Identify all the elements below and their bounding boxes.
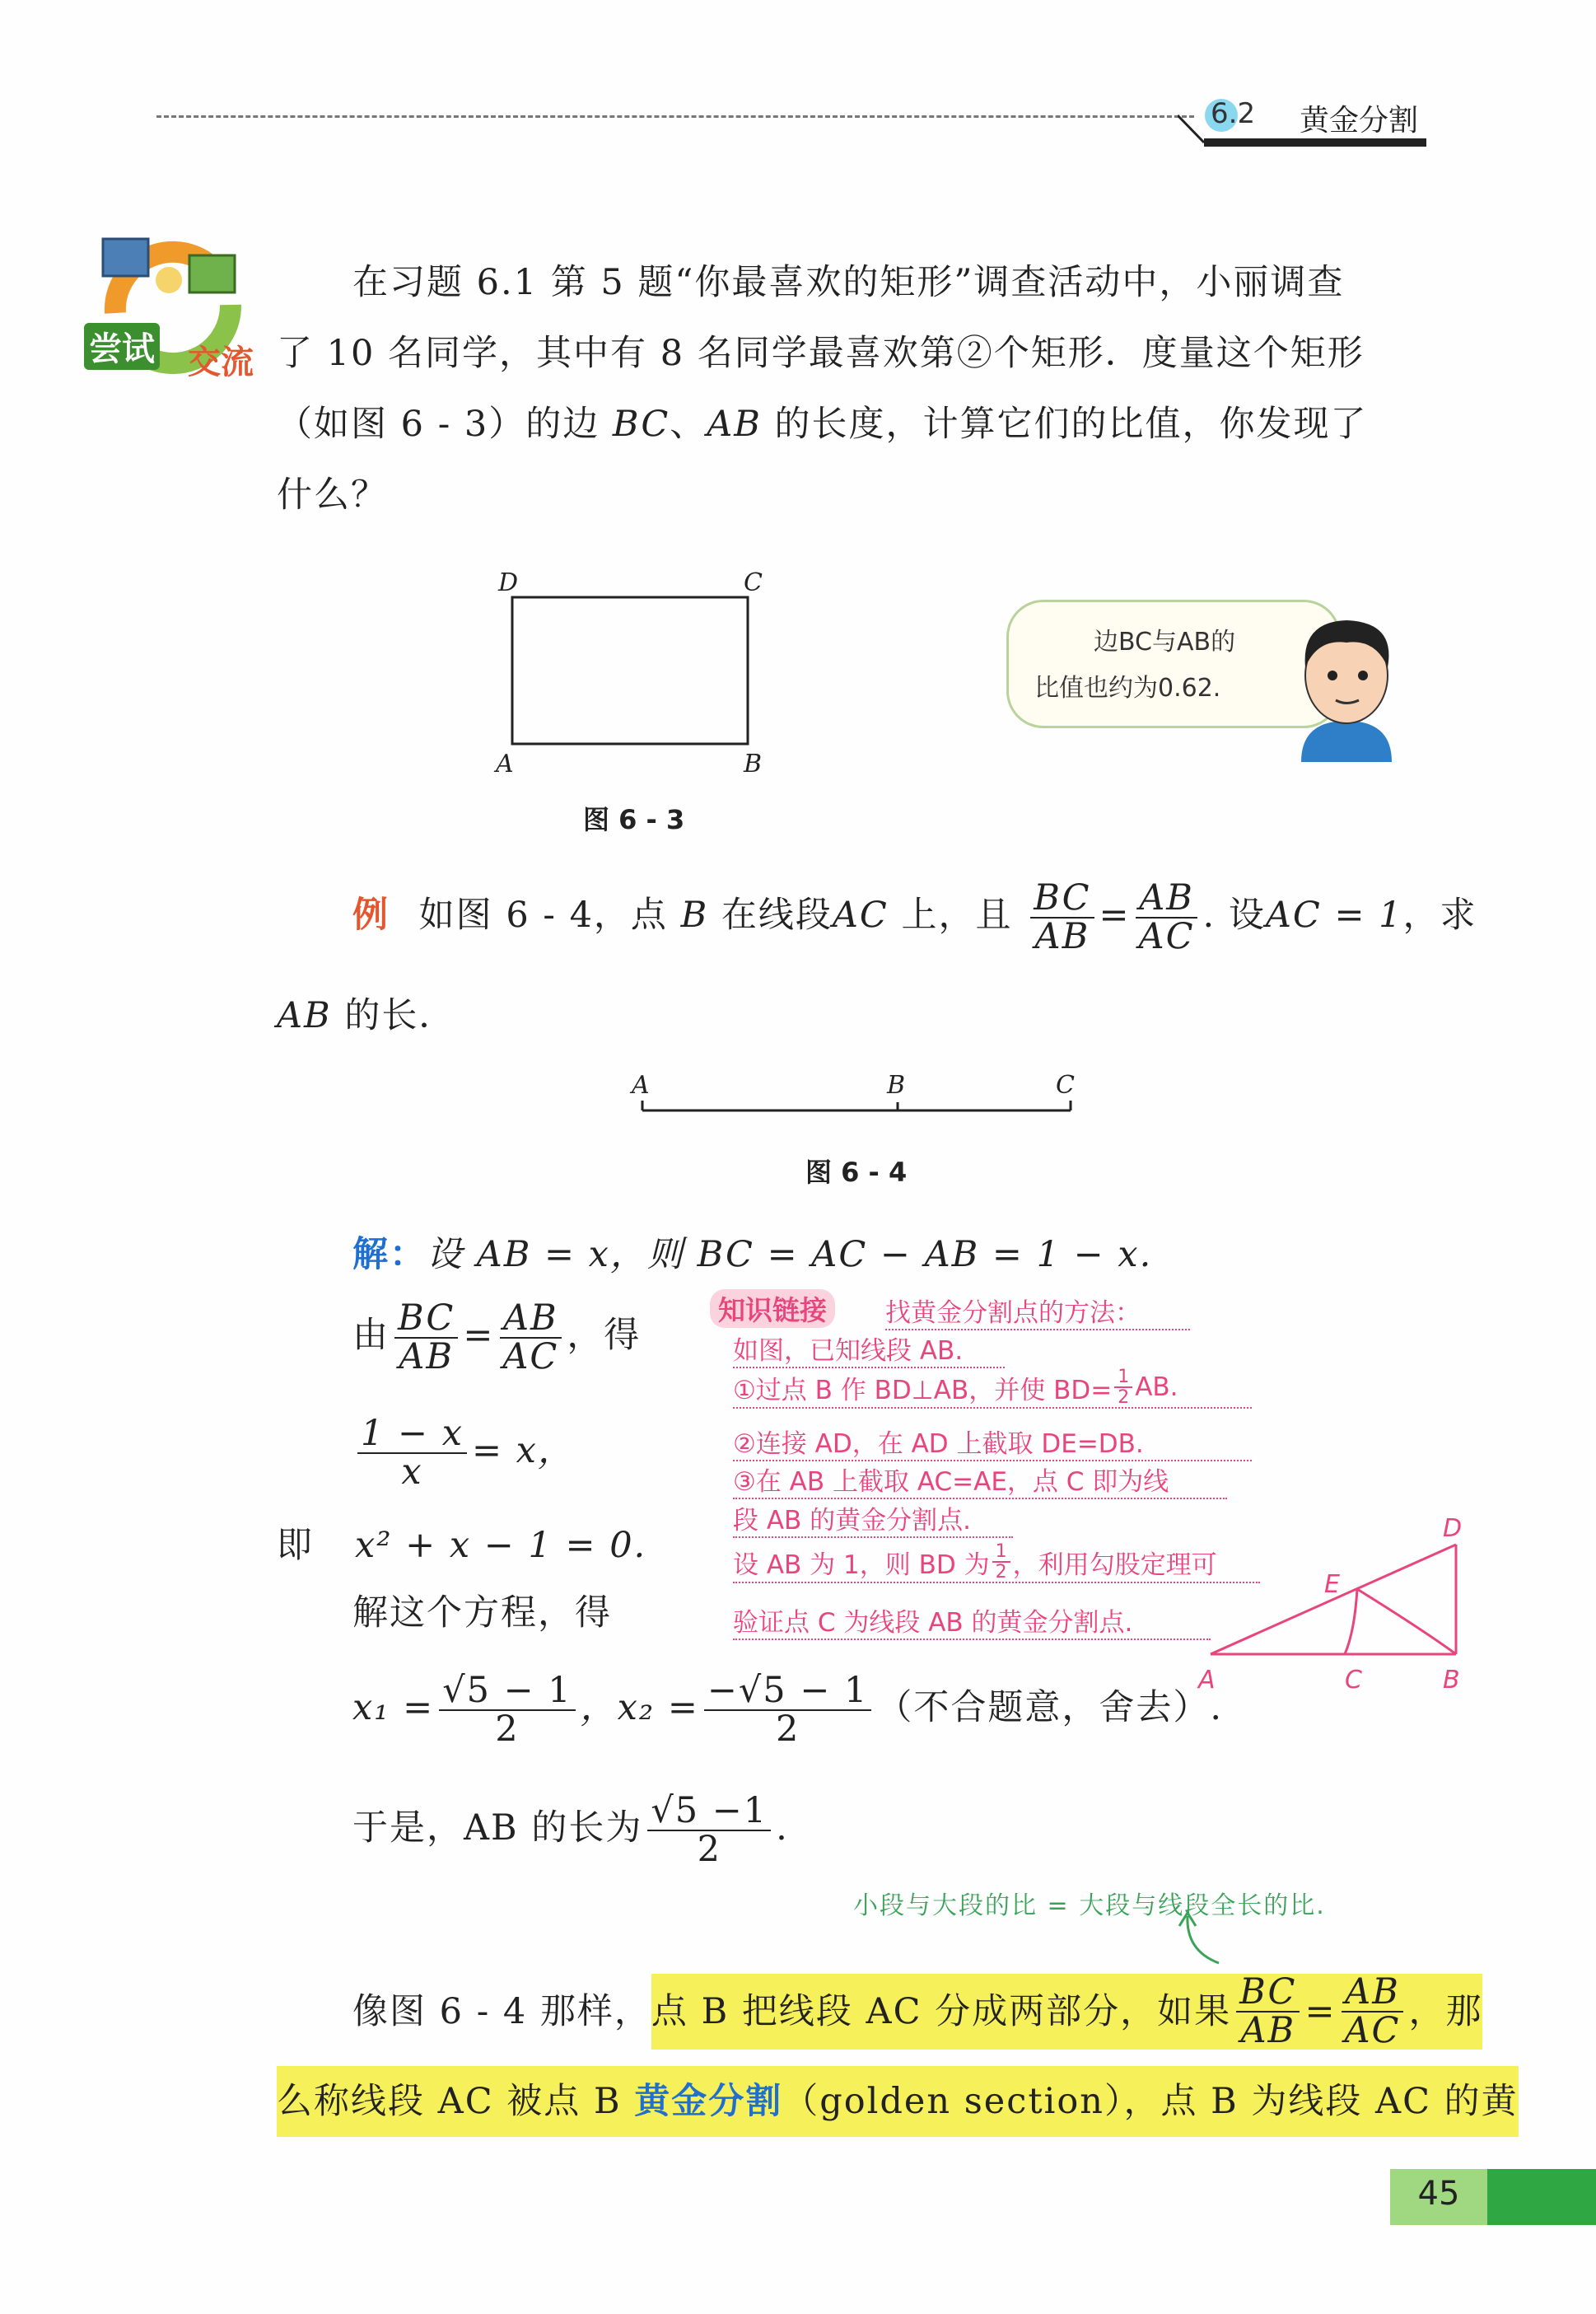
fig63-label-a: A [496, 750, 514, 778]
knowledge-link-title: 知识链接 [710, 1289, 835, 1328]
example-line-1: 例 如图 6 - 4，点 B 在线段AC 上，且 $\frac{BC}{AB}$ = $\frac{AB}{AC}$ . 设AC = 1，求 [352, 877, 1477, 958]
intro-line-1: 在习题 6.1 第 5 题“你最喜欢的矩形”调查活动中，小丽调查 [352, 262, 1345, 303]
boy-avatar [1285, 597, 1408, 762]
bubble-line-2: 比值也约为0.62. [1034, 674, 1221, 703]
figure-6-4-segment [626, 1087, 1087, 1129]
knowledge-line-3: ①过点 B 作 BD⊥AB，并使 BD= $\frac{1}{2}$ AB. [733, 1367, 1252, 1409]
solution-line-1: 解：设 AB = x，则 BC = AC − AB = 1 − x. [352, 1234, 1153, 1275]
section-number: 6.2 [1211, 97, 1256, 130]
knowledge-line-7: 设 AB 为 1，则 BD 为 $\frac{1}{2}$ ，利用勾股定理可 [733, 1542, 1260, 1583]
solution-line-7: 于是，AB 的长为 $\frac{√5 -1}{2}$ . [352, 1790, 789, 1871]
header-bar [1204, 138, 1426, 147]
fig64-label-c: C [1056, 1071, 1075, 1100]
example-line-2: AB 的长． [277, 995, 456, 1036]
page-number: 45 [1417, 2175, 1460, 2213]
solution-line-5: 解这个方程，得 [352, 1592, 612, 1634]
fig63-caption: 图 6 - 3 [583, 804, 685, 835]
definition-line-1: 像图 6 - 4 那样， 点 B 把线段 AC 分成两部分，如果 $\frac{BC}{AB}$ = $\frac{AB}{AC}$ ，那 [352, 1971, 1483, 2052]
figure-6-3-rectangle [486, 568, 782, 783]
knowledge-line-1: 找黄金分割点的方法： [885, 1292, 1190, 1330]
knowledge-line-5: ③在 AB 上截取 AC=AE，点 C 即为线 [733, 1461, 1227, 1499]
intro-line-3: （如图 6 - 3）的边 BC、AB 的长度，计算它们的比值，你发现了 [277, 404, 1368, 445]
solution-line-3: $\frac{1 - x}{x}$ = x， [352, 1415, 575, 1491]
green-note: 小段与大段的比 = 大段与线段全长的比. [853, 1891, 1326, 1920]
note-arrow-icon [1169, 1910, 1235, 1967]
knowledge-line-4: ②连接 AD，在 AD 上截取 DE=DB. [733, 1423, 1252, 1461]
fig63-label-b: B [744, 750, 763, 778]
header-rule [156, 115, 1194, 118]
knowledge-fig-label-a: A [1198, 1666, 1216, 1695]
fig64-label-b: B [887, 1071, 906, 1100]
knowledge-fig-label-e: E [1324, 1570, 1340, 1599]
example-label: 例 [352, 895, 390, 937]
fig64-label-a: A [632, 1071, 650, 1100]
definition-line-2: 么称线段 AC 被点 B 黄金分割（golden section），点 B 为线段 AC 的黄 [277, 2066, 1519, 2137]
intro-line-4: 什么？ [277, 474, 388, 516]
try-label: 尝试 [84, 323, 160, 370]
solution-line-6: x₁ = $\frac{√5 - 1}{2}$ ，x₂ = $\frac{-√5 - 1}{2}$ （不合题意，舍去）. [352, 1670, 1224, 1751]
solution-line-2: 由 $\frac{BC}{AB}$ = $\frac{AB}{AC}$ ，得 [352, 1297, 642, 1378]
knowledge-line-6: 段 AB 的黄金分割点. [733, 1499, 1013, 1538]
intro-line-2: 了 10 名同学，其中有 8 名同学最喜欢第②个矩形．度量这个矩形 [277, 333, 1365, 374]
fig64-caption: 图 6 - 4 [805, 1157, 908, 1188]
solution-line-4: 即 x² + x − 1 = 0. [277, 1525, 647, 1566]
golden-section-term: 黄金分割 [634, 2081, 783, 2122]
knowledge-line-8: 验证点 C 为线段 AB 的黄金分割点. [733, 1601, 1211, 1640]
fig63-label-c: C [744, 568, 763, 597]
fig63-label-d: D [498, 568, 519, 597]
section-title: 黄金分割 [1300, 104, 1419, 138]
knowledge-line-2: 如图，已知线段 AB. [733, 1330, 1005, 1368]
solution-label: 解： [352, 1234, 427, 1275]
communicate-label: 交流 [188, 344, 254, 381]
bubble-line-1: 边BC与AB的 [1094, 628, 1236, 657]
knowledge-fig-label-c: C [1345, 1666, 1362, 1695]
knowledge-fig-label-b: B [1443, 1666, 1460, 1695]
knowledge-fig-label-d: D [1443, 1514, 1463, 1543]
